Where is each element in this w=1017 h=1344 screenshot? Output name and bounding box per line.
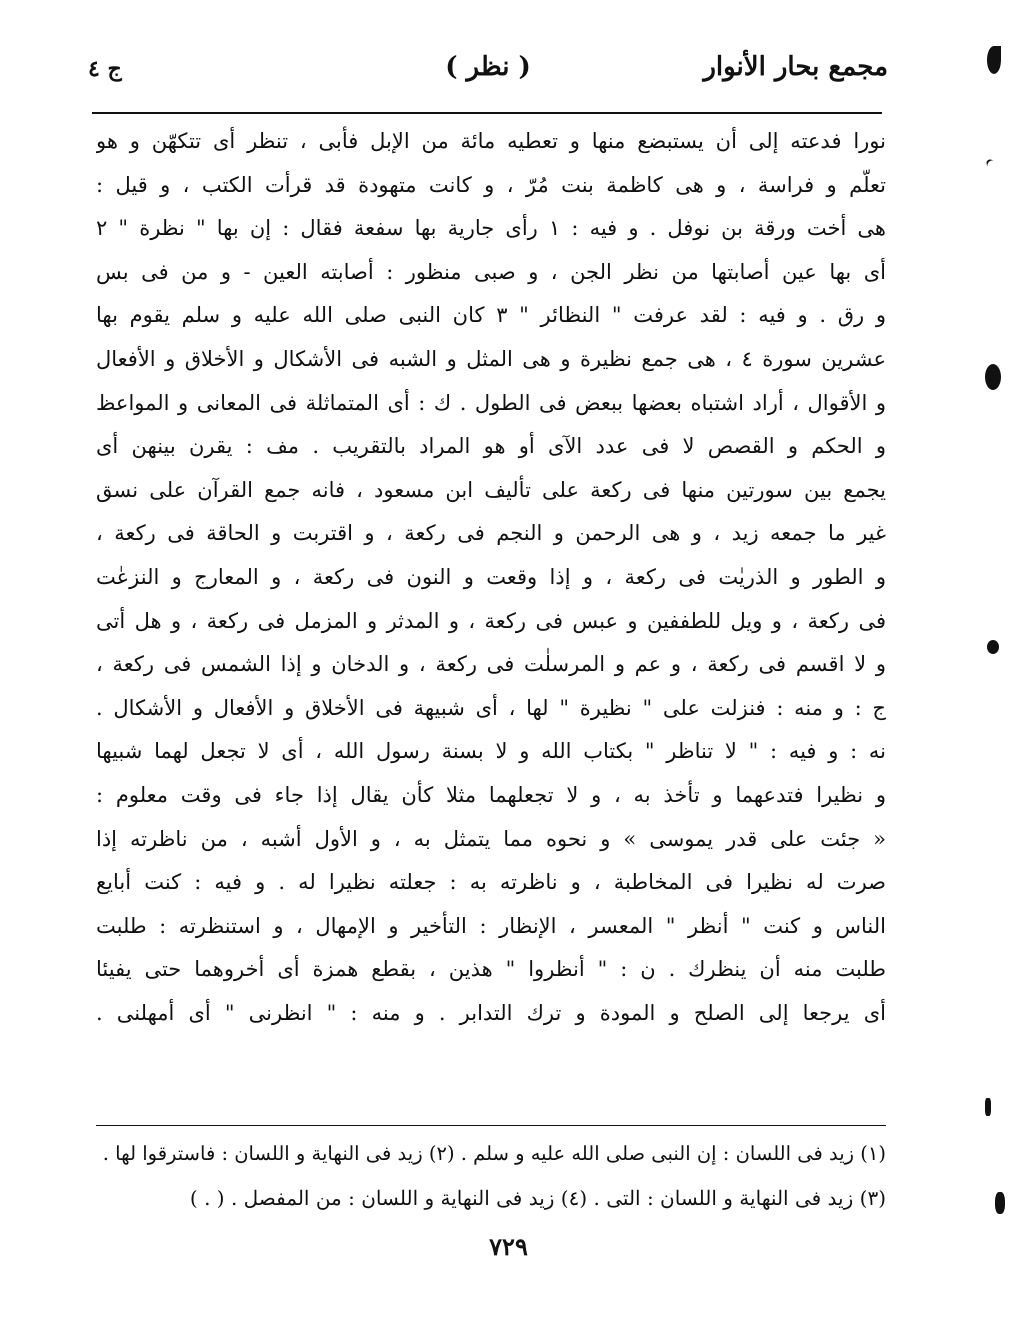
scan-edge-mark — [985, 1098, 991, 1116]
text-line: صرت له نظيرا فى المخاطبة ، و ناظرته به : جعلته نظيرا له . و فيه : كنت أبايع — [96, 870, 886, 895]
page-header — [88, 52, 888, 102]
scan-edge-mark — [995, 1192, 1005, 1214]
text-line: أى يرجعا إلى الصلح و المودة و ترك التدابر . و منه : " انظرنى " أى أمهلنى . — [96, 1000, 886, 1025]
scan-edge-mark — [985, 158, 998, 171]
text-line: تعلّم و فراسة ، و هى كاظمة بنت مُرّ ، و كانت متهودة قد قرأت الكتب ، و قيل : — [96, 172, 886, 197]
text-line: الناس و كنت " أنظر " المعسر ، الإنظار : التأخير و الإمهال ، و استنظرته : طلبت — [96, 913, 886, 938]
footnotes — [96, 1125, 886, 1220]
scan-edge-mark — [987, 46, 1001, 74]
scan-edge-mark — [985, 364, 1001, 390]
text-line: نورا فدعته إلى أن يستبضع منها و تعطيه مائة من الإبل فأبى ، تنظر أى تتكهّن و هو — [96, 129, 886, 153]
footnote-line: (٣) زيد فى النهاية و اللسان : التى . (٤) زيد فى النهاية و اللسان : من المفصل . ( . ) — [189, 1186, 886, 1210]
text-line: عشرين سورة ٤ ، هى جمع نظيرة و هى المثل و الشبه فى الأشكال و الأخلاق و الأفعال — [96, 346, 886, 371]
volume-number: ج ٤ — [88, 56, 122, 82]
text-line: نه : و فيه : " لا تناظر " بكتاب الله و لا بسنة رسول الله ، أى لا تجعل لهما شبيها — [96, 739, 886, 764]
text-line: و الطور و الذريٰت فى ركعة ، و إذا وقعت و النون فى ركعة ، و المعارج و النزعٰت — [96, 564, 886, 589]
entry-word-heading: ( نظر ) — [445, 52, 531, 82]
text-line: و رق . و فيه : لقد عرفت " النظائر " ٣ كان النبى صلى الله عليه و سلم يقوم بها — [96, 303, 886, 328]
text-line: فى ركعة ، و ويل للطففين و عبس فى ركعة ، و المدثر و المزمل فى ركعة ، و هل أتى — [96, 608, 886, 633]
text-line: أى بها عين أصابتها من نظر الجن ، و صبى منظور : أصابته العين - و من فى بس — [96, 259, 886, 284]
text-line: و نظيرا فتدعهما و تأخذ به ، و لا تجعلهما مثلا كأن يقال إذا جاء فى وقت معلوم : — [96, 782, 886, 807]
text-line: و لا اقسم فى ركعة ، و عم و المرسلٰت فى ركعة ، و الدخان و إذا الشمس فى ركعة ، — [96, 652, 886, 677]
page-number: ٧٢٩ — [489, 1232, 528, 1261]
text-line: هى أخت ورقة بن نوفل . و فيه : ١ رأى جارية بها سفعة فقال : إن بها " نظرة " ٢ — [96, 216, 886, 241]
text-line: غير ما جمعه زيد ، و هى الرحمن و النجم فى ركعة ، و اقتربت و الحاقة فى ركعة ، — [96, 521, 886, 546]
header-divider — [92, 112, 882, 114]
text-line: و الحكم و القصص لا فى عدد الآى أو هو المراد بالتقريب . مف : يقرن بينهن أى — [96, 434, 886, 459]
scan-edge-mark — [987, 640, 999, 654]
text-line: ج : و منه : فنزلت على " نظيرة " لها ، أى شبيهة فى الأخلاق و الأفعال و الأشكال . — [96, 695, 886, 720]
text-line: يجمع بين سورتين منها فى ركعة على تأليف ابن مسعود ، فانه جمع القرآن على نسق — [96, 477, 886, 502]
text-line: و الأقوال ، أراد اشتباه بعضها ببعض فى الطول . ك : أى المتماثلة فى المعانى و المواعظ — [96, 390, 886, 415]
footnote-line: (١) زيد فى اللسان : إن النبى صلى الله عليه و سلم . (٢) زيد فى النهاية و اللسان : فاسترقوا لها . — [102, 1142, 886, 1165]
book-title: مجمع بحار الأنوار — [703, 52, 888, 82]
text-line: طلبت منه أن ينظرك . ن : " أنظروا " هذين ، بقطع همزة أى أخروهما حتى يفيئا — [96, 957, 886, 982]
main-text — [96, 120, 886, 1035]
text-line: « جئت على قدر يموسى » و نحوه مما يتمثل به ، و الأول أشبه ، من ناظرته إذا — [96, 826, 886, 851]
